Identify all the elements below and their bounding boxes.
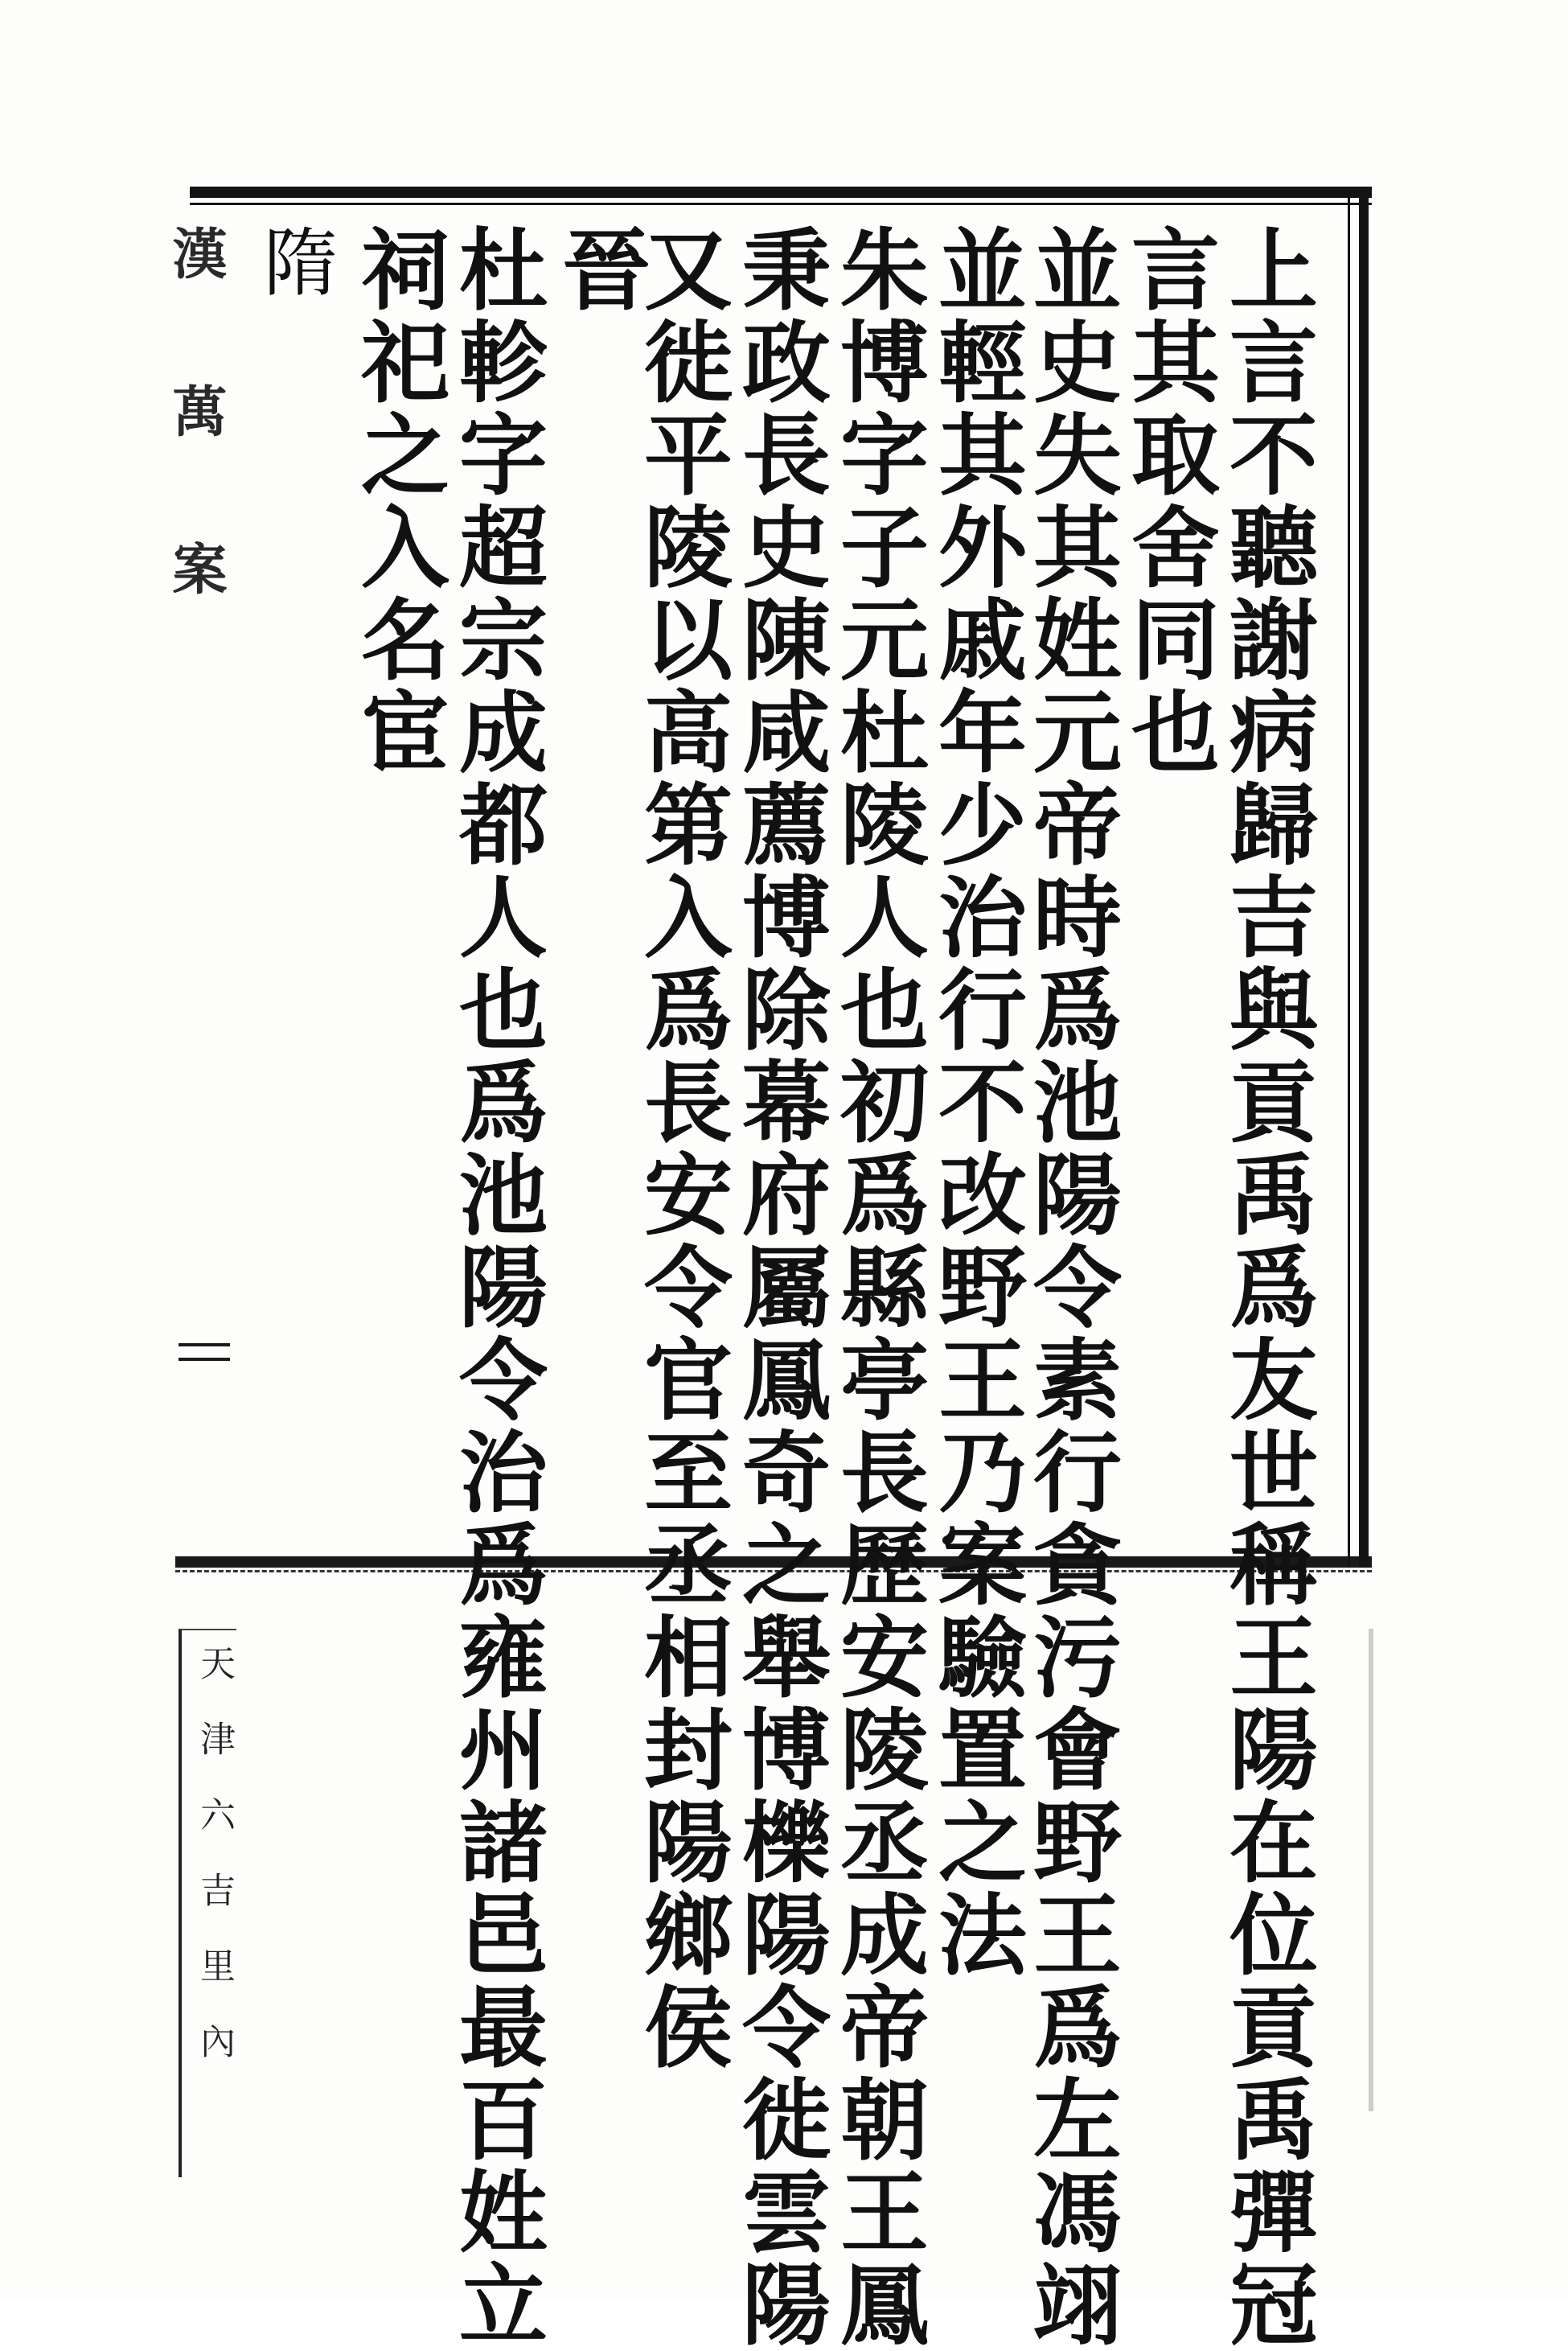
dynasty-heading-sui: 隋 [252,224,338,302]
text-column-9: 祠祀之入名宦 [347,224,450,779]
top-border-rule [190,187,1372,198]
dynasty-heading-jin: 晉 [548,224,651,320]
page-edge-shadow [1369,1629,1373,2111]
text-column-6: 秉政長史陳咸薦博除幕府屬鳳奇之舉博櫟陽令徙雲陽 [728,224,831,2351]
page-number [181,1335,231,1367]
top-border-thin-rule [190,203,1372,205]
text-column-5: 朱博字子元杜陵人也初爲縣亭長歷安陵丞成帝朝王鳳 [826,224,930,2351]
text-column-4: 並輕其外戚年少治行不改野王乃案驗置之法 [924,224,1028,1981]
text-column-7: 又徙平陵以高第入爲長安令官至丞相封陽鄉侯 [630,224,733,2074]
text-column-3: 並史失其姓元帝時爲池陽令素行貪污會野王爲左馮翊 [1019,224,1123,2351]
text-column-8: 杜軫字超宗成都人也爲池陽令治爲雍州諸邑最百姓立 [445,224,548,2351]
running-title: 漢 萬 案 [163,225,228,614]
right-border-rule [1359,187,1369,1568]
text-column-2: 言其取舍同也 [1117,224,1221,779]
text-column-1: 上言不聽謝病歸吉與貢禹爲友世稱王陽在位貢禹彈冠 [1215,224,1319,2351]
right-border-thin-rule [1348,187,1350,1568]
publisher-imprint: 天津六吉里內 [194,1645,235,2098]
